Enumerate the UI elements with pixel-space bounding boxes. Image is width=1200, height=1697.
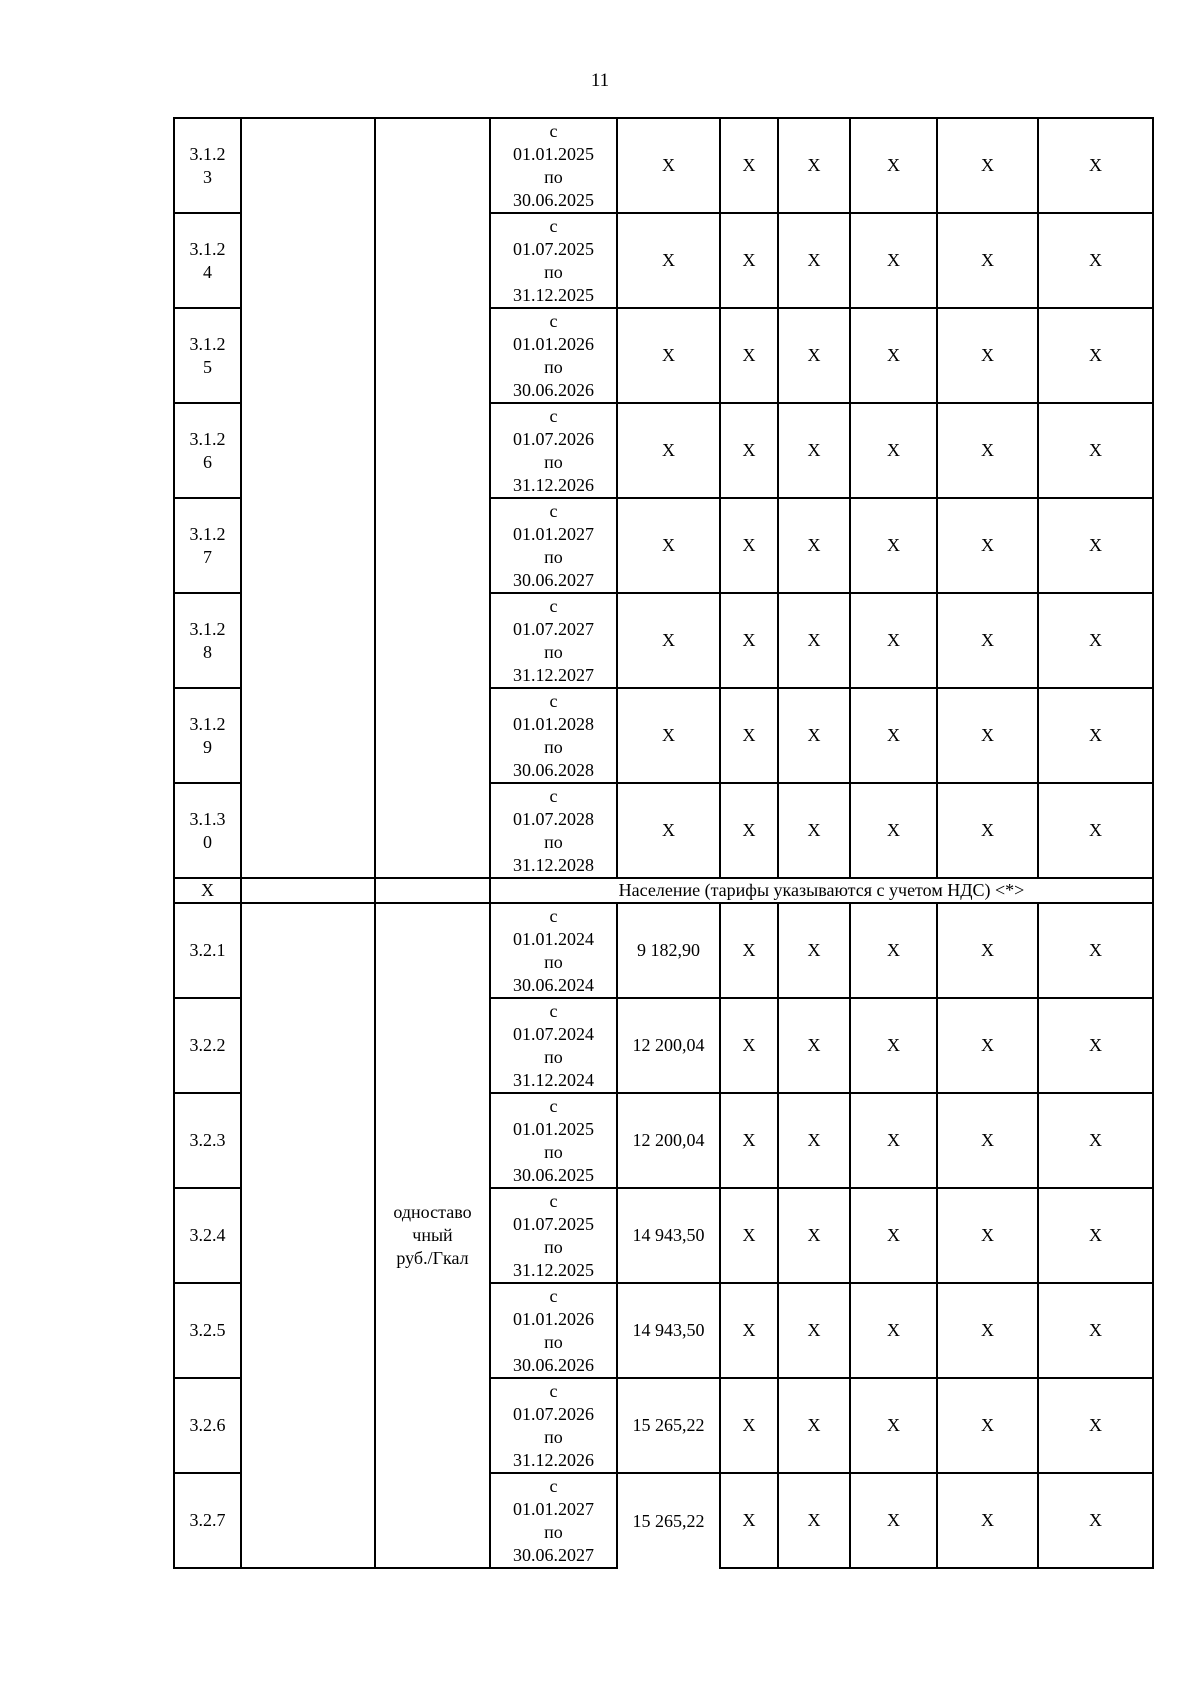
section-header-title: Население (тарифы указываются с учетом НДС) <*> — [490, 878, 1153, 903]
value-cell: Х — [937, 783, 1038, 878]
value-cell: Х — [720, 593, 778, 688]
value-cell: Х — [937, 213, 1038, 308]
period-cell: с 01.01.2025 по 30.06.2025 — [490, 1093, 617, 1188]
value-cell: Х — [1038, 1378, 1153, 1473]
value-cell: Х — [850, 403, 937, 498]
value-cell: Х — [937, 593, 1038, 688]
value-cell: Х — [720, 688, 778, 783]
section-header-code: Х — [174, 878, 241, 903]
value-cell: Х — [778, 498, 850, 593]
value-cell: Х — [778, 1188, 850, 1283]
value-cell: Х — [937, 1283, 1038, 1378]
value-cell: Х — [850, 998, 937, 1093]
period-cell: с 01.01.2024 по 30.06.2024 — [490, 903, 617, 998]
section-header-empty-cell — [241, 878, 375, 903]
value-cell: Х — [617, 688, 720, 783]
page-number: 11 — [590, 70, 610, 91]
value-cell: Х — [778, 1378, 850, 1473]
tariff-value-cell: 14 943,50 — [617, 1188, 720, 1283]
value-cell: Х — [937, 1188, 1038, 1283]
value-cell: Х — [1038, 308, 1153, 403]
value-cell: Х — [778, 1283, 850, 1378]
value-cell: Х — [1038, 403, 1153, 498]
row-code: 3.1.2 6 — [174, 403, 241, 498]
value-cell: Х — [937, 1093, 1038, 1188]
value-cell: Х — [1038, 118, 1153, 213]
value-cell: Х — [937, 1378, 1038, 1473]
value-cell: Х — [617, 498, 720, 593]
period-cell: с 01.07.2026 по 31.12.2026 — [490, 1378, 617, 1473]
row-code: 3.1.2 4 — [174, 213, 241, 308]
value-cell: Х — [1038, 903, 1153, 998]
tariff-value-cell: 15 265,22 — [617, 1378, 720, 1473]
value-cell: Х — [720, 1283, 778, 1378]
value-cell: Х — [1038, 498, 1153, 593]
row-code: 3.1.2 7 — [174, 498, 241, 593]
tariff-value-cell: 12 200,04 — [617, 1093, 720, 1188]
value-cell: Х — [720, 1188, 778, 1283]
merged-empty-cell — [241, 903, 375, 1568]
value-cell: Х — [850, 213, 937, 308]
table-body-part-a — [174, 118, 1153, 878]
value-cell: Х — [850, 1188, 937, 1283]
row-code: 3.2.5 — [174, 1283, 241, 1378]
section-header-empty-cell — [375, 878, 490, 903]
tariff-table — [173, 117, 1154, 1569]
row-code: 3.1.2 9 — [174, 688, 241, 783]
period-cell: с 01.07.2025 по 31.12.2025 — [490, 213, 617, 308]
row-code: 3.1.2 3 — [174, 118, 241, 213]
value-cell: Х — [778, 998, 850, 1093]
period-cell: с 01.01.2027 по 30.06.2027 — [490, 498, 617, 593]
value-cell: Х — [1038, 1093, 1153, 1188]
section-header-row — [174, 878, 1153, 903]
table-row — [174, 118, 1153, 213]
value-cell: Х — [617, 593, 720, 688]
value-cell: Х — [850, 783, 937, 878]
value-cell: Х — [617, 213, 720, 308]
row-code: 3.2.2 — [174, 998, 241, 1093]
value-cell: Х — [720, 903, 778, 998]
tariff-value-cell: 12 200,04 — [617, 998, 720, 1093]
value-cell: Х — [937, 403, 1038, 498]
value-cell: Х — [1038, 688, 1153, 783]
value-cell: Х — [1038, 1473, 1153, 1568]
value-cell: Х — [720, 403, 778, 498]
value-cell: Х — [617, 308, 720, 403]
value-cell: Х — [720, 118, 778, 213]
value-cell: Х — [720, 1378, 778, 1473]
tariff-value-cell: 15 265,22 — [617, 1473, 720, 1568]
tariff-value-cell: 9 182,90 — [617, 903, 720, 998]
value-cell: Х — [1038, 593, 1153, 688]
value-cell: Х — [850, 1283, 937, 1378]
period-cell: с 01.07.2025 по 31.12.2025 — [490, 1188, 617, 1283]
period-cell: с 01.01.2025 по 30.06.2025 — [490, 118, 617, 213]
value-cell: Х — [617, 118, 720, 213]
value-cell: Х — [617, 403, 720, 498]
value-cell: Х — [720, 213, 778, 308]
period-cell: с 01.07.2028 по 31.12.2028 — [490, 783, 617, 878]
value-cell: Х — [937, 1473, 1038, 1568]
value-cell: Х — [778, 213, 850, 308]
value-cell: Х — [778, 903, 850, 998]
period-cell: с 01.07.2027 по 31.12.2027 — [490, 593, 617, 688]
value-cell: Х — [937, 998, 1038, 1093]
value-cell: Х — [937, 688, 1038, 783]
row-code: 3.1.2 5 — [174, 308, 241, 403]
value-cell: Х — [1038, 1188, 1153, 1283]
value-cell: Х — [778, 593, 850, 688]
value-cell: Х — [778, 783, 850, 878]
row-code: 3.1.3 0 — [174, 783, 241, 878]
value-cell: Х — [778, 403, 850, 498]
row-code: 3.2.4 — [174, 1188, 241, 1283]
value-cell: Х — [1038, 213, 1153, 308]
value-cell: Х — [1038, 783, 1153, 878]
tariff-type-cell: одноставо чный руб./Гкал — [375, 903, 490, 1568]
row-code: 3.2.3 — [174, 1093, 241, 1188]
period-cell: с 01.07.2026 по 31.12.2026 — [490, 403, 617, 498]
period-cell: с 01.07.2024 по 31.12.2024 — [490, 998, 617, 1093]
period-cell: с 01.01.2026 по 30.06.2026 — [490, 1283, 617, 1378]
table-row — [174, 903, 1153, 998]
value-cell: Х — [850, 118, 937, 213]
value-cell: Х — [720, 1473, 778, 1568]
value-cell: Х — [850, 308, 937, 403]
value-cell: Х — [1038, 1283, 1153, 1378]
table-body-part-b — [174, 903, 1153, 1568]
period-cell: с 01.01.2026 по 30.06.2026 — [490, 308, 617, 403]
value-cell: Х — [937, 903, 1038, 998]
tariff-value-cell: 14 943,50 — [617, 1283, 720, 1378]
value-cell: Х — [850, 498, 937, 593]
value-cell: Х — [720, 783, 778, 878]
period-cell: с 01.01.2027 по 30.06.2027 — [490, 1473, 617, 1568]
value-cell: Х — [850, 1378, 937, 1473]
value-cell: Х — [720, 1093, 778, 1188]
row-code: 3.2.1 — [174, 903, 241, 998]
value-cell: Х — [937, 308, 1038, 403]
value-cell: Х — [778, 118, 850, 213]
value-cell: Х — [850, 688, 937, 783]
row-code: 3.2.6 — [174, 1378, 241, 1473]
value-cell: Х — [850, 1093, 937, 1188]
value-cell: Х — [850, 903, 937, 998]
value-cell: Х — [778, 1473, 850, 1568]
value-cell: Х — [720, 998, 778, 1093]
value-cell: Х — [720, 498, 778, 593]
section-header-body — [174, 878, 1153, 903]
period-cell: с 01.01.2028 по 30.06.2028 — [490, 688, 617, 783]
value-cell: Х — [937, 118, 1038, 213]
merged-empty-cell — [375, 118, 490, 878]
value-cell: Х — [617, 783, 720, 878]
merged-empty-cell — [241, 118, 375, 878]
value-cell: Х — [1038, 998, 1153, 1093]
value-cell: Х — [778, 688, 850, 783]
value-cell: Х — [850, 1473, 937, 1568]
value-cell: Х — [778, 308, 850, 403]
value-cell: Х — [778, 1093, 850, 1188]
value-cell: Х — [720, 308, 778, 403]
row-code: 3.2.7 — [174, 1473, 241, 1568]
row-code: 3.1.2 8 — [174, 593, 241, 688]
value-cell: Х — [850, 593, 937, 688]
value-cell: Х — [937, 498, 1038, 593]
